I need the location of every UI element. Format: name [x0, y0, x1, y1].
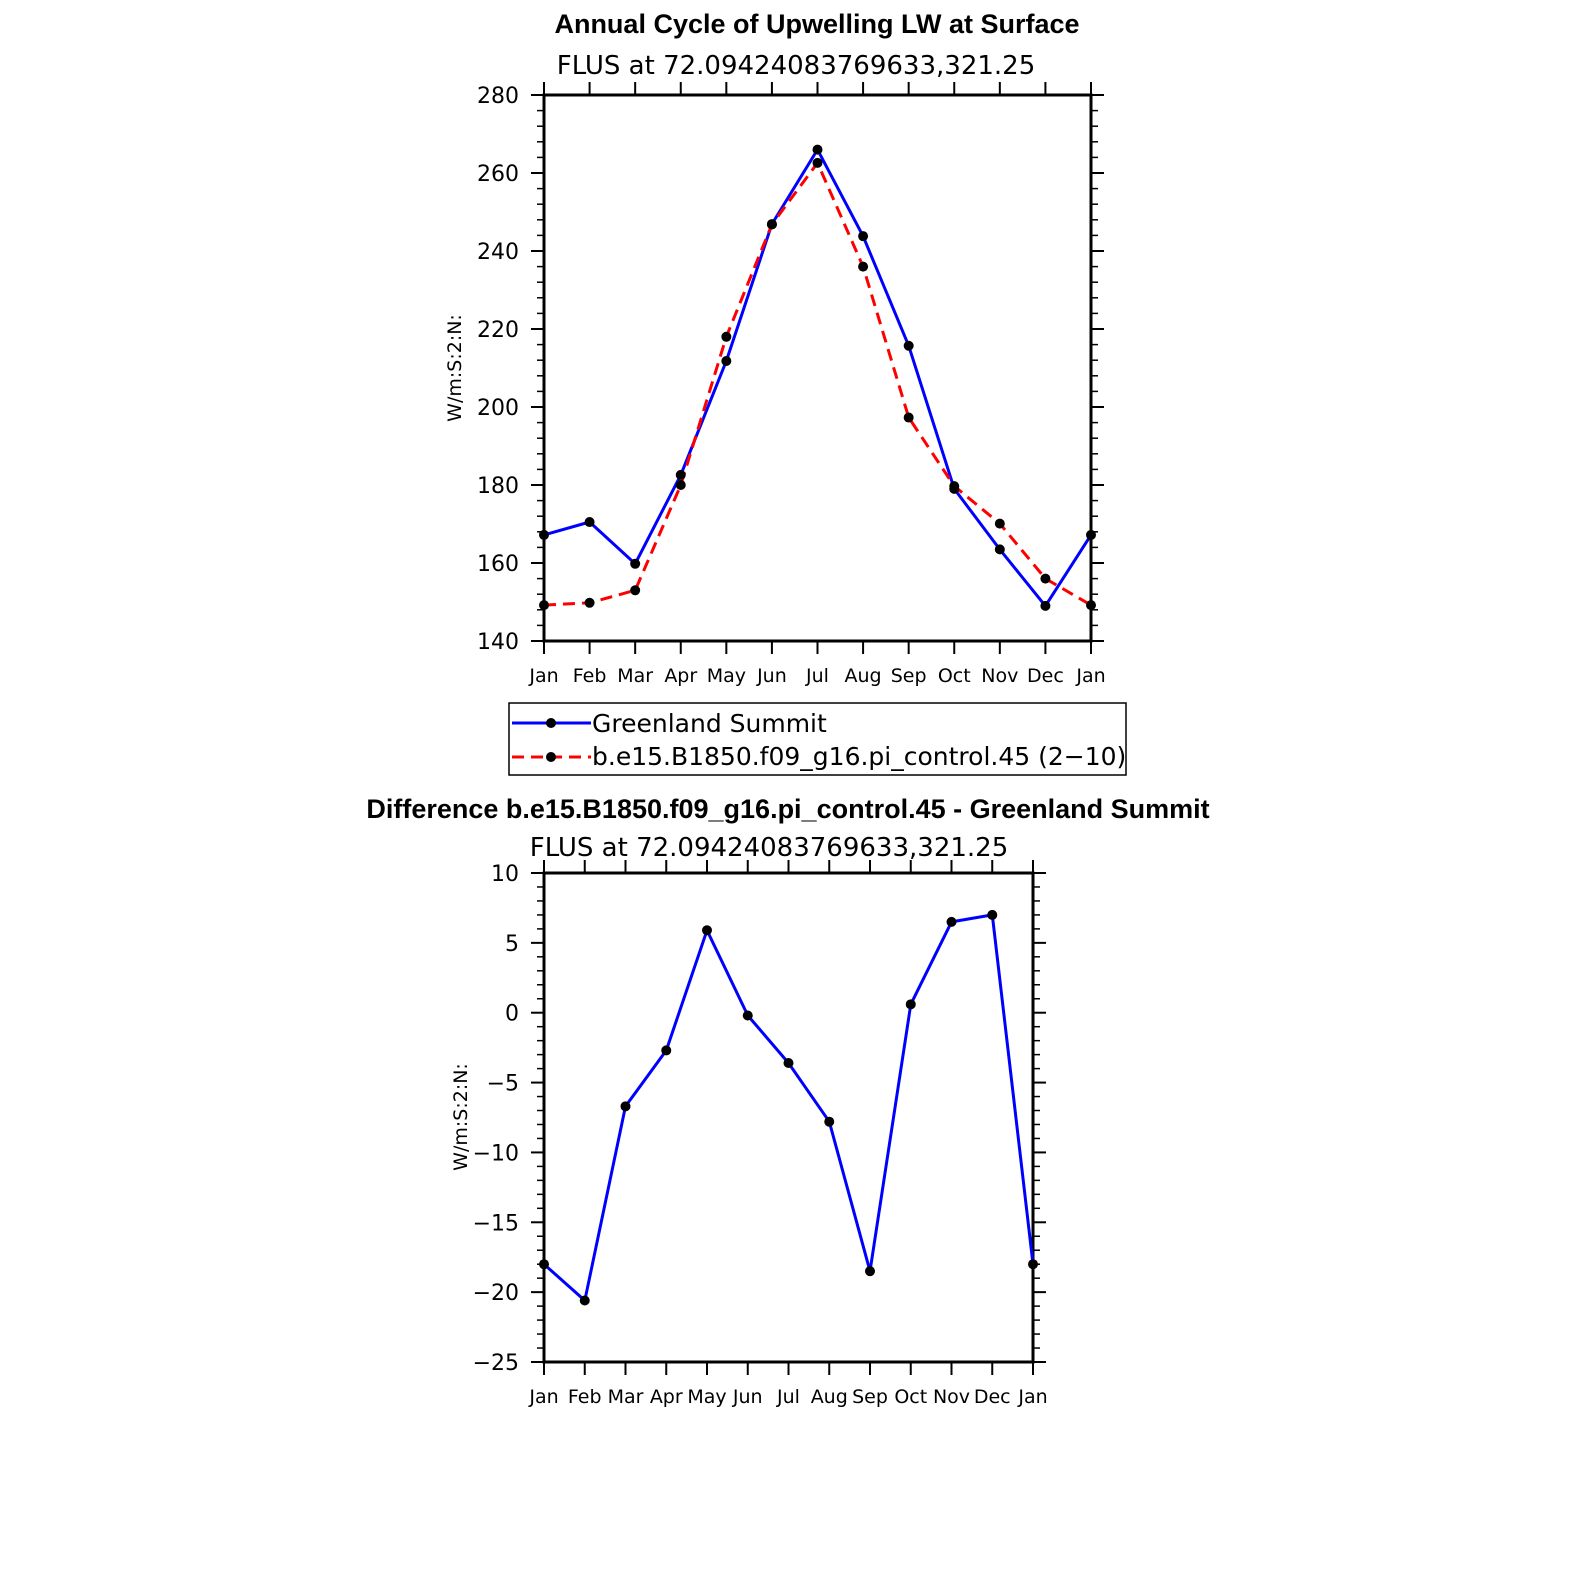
bottom-chart-x-tick-label: Mar	[607, 1386, 644, 1408]
bottom-chart-y-tick-label: 10	[491, 862, 519, 887]
bottom-chart-series-0-point	[784, 1058, 794, 1068]
top-chart-series-1-point	[630, 585, 640, 595]
top-chart-y-tick-label: 220	[477, 318, 519, 343]
bottom-chart-x-tick-label: Jan	[529, 1386, 559, 1408]
top-chart-x-tick-label: Nov	[981, 665, 1019, 687]
bottom-chart-series-0-point	[906, 999, 916, 1009]
top-chart-x-tick-label: Feb	[572, 665, 607, 687]
top-chart-series-1-point	[585, 598, 595, 608]
bottom-chart-series-0-point	[539, 1259, 549, 1269]
bottom-chart-x-tick-label: Dec	[973, 1386, 1011, 1408]
bottom-chart-series-0-point	[580, 1296, 590, 1306]
bottom-chart-y-tick-label: −15	[472, 1211, 519, 1237]
top-chart-x-tick-label: Jan	[1076, 665, 1106, 687]
bottom-chart-x-tick-label: Oct	[894, 1386, 928, 1408]
top-chart-y-tick-label: 180	[477, 474, 519, 499]
top-chart-series-1-point	[539, 600, 549, 610]
top-chart-y-tick-label: 140	[477, 630, 519, 655]
top-chart-series-line-0	[544, 150, 1091, 606]
bottom-chart-x-tick-label: Sep	[852, 1386, 888, 1408]
top-chart-series-0-point	[585, 517, 595, 527]
top-chart-series-0-point	[813, 145, 823, 155]
top-chart-x-tick-label: Mar	[617, 665, 654, 687]
bottom-chart-x-tick-label: Aug	[810, 1386, 848, 1408]
top-chart-x-tick-label: Sep	[890, 665, 927, 687]
top-chart-series-1-point	[721, 332, 731, 342]
top-chart-series-1-point	[1086, 600, 1096, 610]
top-chart-y-tick-label: 240	[477, 240, 519, 265]
top-chart-series-0-point	[904, 341, 914, 351]
legend	[509, 703, 1126, 775]
bottom-chart-x-tick-label: Feb	[567, 1386, 602, 1408]
top-chart-y-tick-label: 280	[477, 84, 519, 109]
top-chart-series-0-point	[858, 231, 868, 241]
top-chart-x-tick-label: Dec	[1027, 665, 1064, 687]
bottom-chart-plot	[473, 860, 1048, 1408]
bottom-chart-y-tick-label: −5	[486, 1071, 519, 1097]
bottom-chart-x-tick-label: Jun	[732, 1386, 763, 1408]
bottom-chart-y-tick-label: −25	[472, 1351, 519, 1376]
top-chart-series-0-point	[995, 544, 1005, 554]
top-chart-x-tick-label: Oct	[937, 665, 971, 687]
bottom-chart-y-tick-label: 0	[505, 1001, 519, 1027]
legend-marker-obs	[546, 718, 556, 728]
top-chart-series-1-point	[904, 413, 914, 423]
bottom-chart-series-0-point	[824, 1117, 834, 1127]
bottom-chart-series-0-point	[661, 1045, 671, 1055]
top-chart-x-tick-label: Jan	[529, 665, 559, 687]
bottom-chart-x-tick-label: May	[687, 1386, 727, 1408]
top-chart-series-0-point	[1086, 530, 1096, 540]
bottom-chart-y-tick-label: −20	[472, 1281, 519, 1307]
top-chart-series-1-point	[858, 262, 868, 272]
bottom-chart-y-tick-label: −10	[472, 1141, 519, 1167]
legend-label-obs: Greenland Summit	[592, 709, 827, 738]
bottom-chart-series-0-point	[987, 910, 997, 920]
top-chart-plot	[477, 82, 1106, 687]
bottom-chart-x-tick-label: Apr	[649, 1386, 683, 1408]
bottom-chart-x-tick-label: Jan	[1018, 1386, 1048, 1408]
top-chart-series-1-point	[949, 481, 959, 491]
top-chart-series-1-point	[1040, 574, 1050, 584]
bottom-chart-series-line-0	[544, 915, 1033, 1301]
bottom-chart-ylabel: W/m:S:2:N:	[450, 1063, 472, 1171]
bottom-chart-series-0-point	[621, 1101, 631, 1111]
top-chart-series-1-point	[767, 219, 777, 229]
bottom-chart-series-0-point	[865, 1266, 875, 1276]
bottom-chart-y-tick-label: 5	[505, 931, 519, 957]
bottom-chart-series-0-point	[1028, 1259, 1038, 1269]
top-chart-x-tick-label: Aug	[844, 665, 882, 687]
bottom-chart-x-tick-label: Jul	[777, 1386, 800, 1408]
bottom-chart-frame	[544, 873, 1033, 1362]
bottom-chart-series-0-point	[702, 925, 712, 935]
top-chart-series-0-point	[676, 470, 686, 480]
top-chart-series-0-point	[1040, 601, 1050, 611]
top-chart-series-0-point	[630, 559, 640, 569]
bottom-chart-series-0-point	[947, 917, 957, 927]
top-chart-subtitle: FLUS at 72.09424083769633,321.25	[556, 51, 1036, 81]
top-chart-ylabel: W/m:S:2:N:	[444, 314, 466, 422]
bottom-chart-series-0-point	[743, 1011, 753, 1021]
top-chart-series-1-point	[995, 519, 1005, 529]
top-chart-series-1-point	[676, 480, 686, 490]
top-chart-title: Annual Cycle of Upwelling LW at Surface	[554, 9, 1080, 39]
top-chart-series-line-1	[544, 163, 1091, 605]
legend-marker-model	[546, 752, 556, 762]
top-chart-series-0-point	[721, 356, 731, 366]
bottom-chart-title: Difference b.e15.B1850.f09_g16.pi_control.45 - Greenland Summit	[366, 794, 1210, 824]
top-chart-series-0-point	[539, 530, 549, 540]
bottom-chart-subtitle: FLUS at 72.09424083769633,321.25	[529, 833, 1009, 863]
top-chart-series-1-point	[813, 158, 823, 168]
top-chart-y-tick-label: 200	[477, 396, 519, 421]
top-chart-x-tick-label: Jun	[757, 665, 787, 687]
top-chart-y-tick-label: 160	[477, 552, 519, 577]
top-chart-y-tick-label: 260	[477, 162, 519, 187]
top-chart-x-tick-label: Apr	[664, 665, 698, 687]
legend-label-model: b.e15.B1850.f09_g16.pi_control.45 (2−10)	[592, 742, 1127, 771]
top-chart-x-tick-label: May	[706, 665, 746, 687]
top-chart-x-tick-label: Jul	[806, 665, 829, 687]
bottom-chart-x-tick-label: Nov	[932, 1386, 971, 1408]
